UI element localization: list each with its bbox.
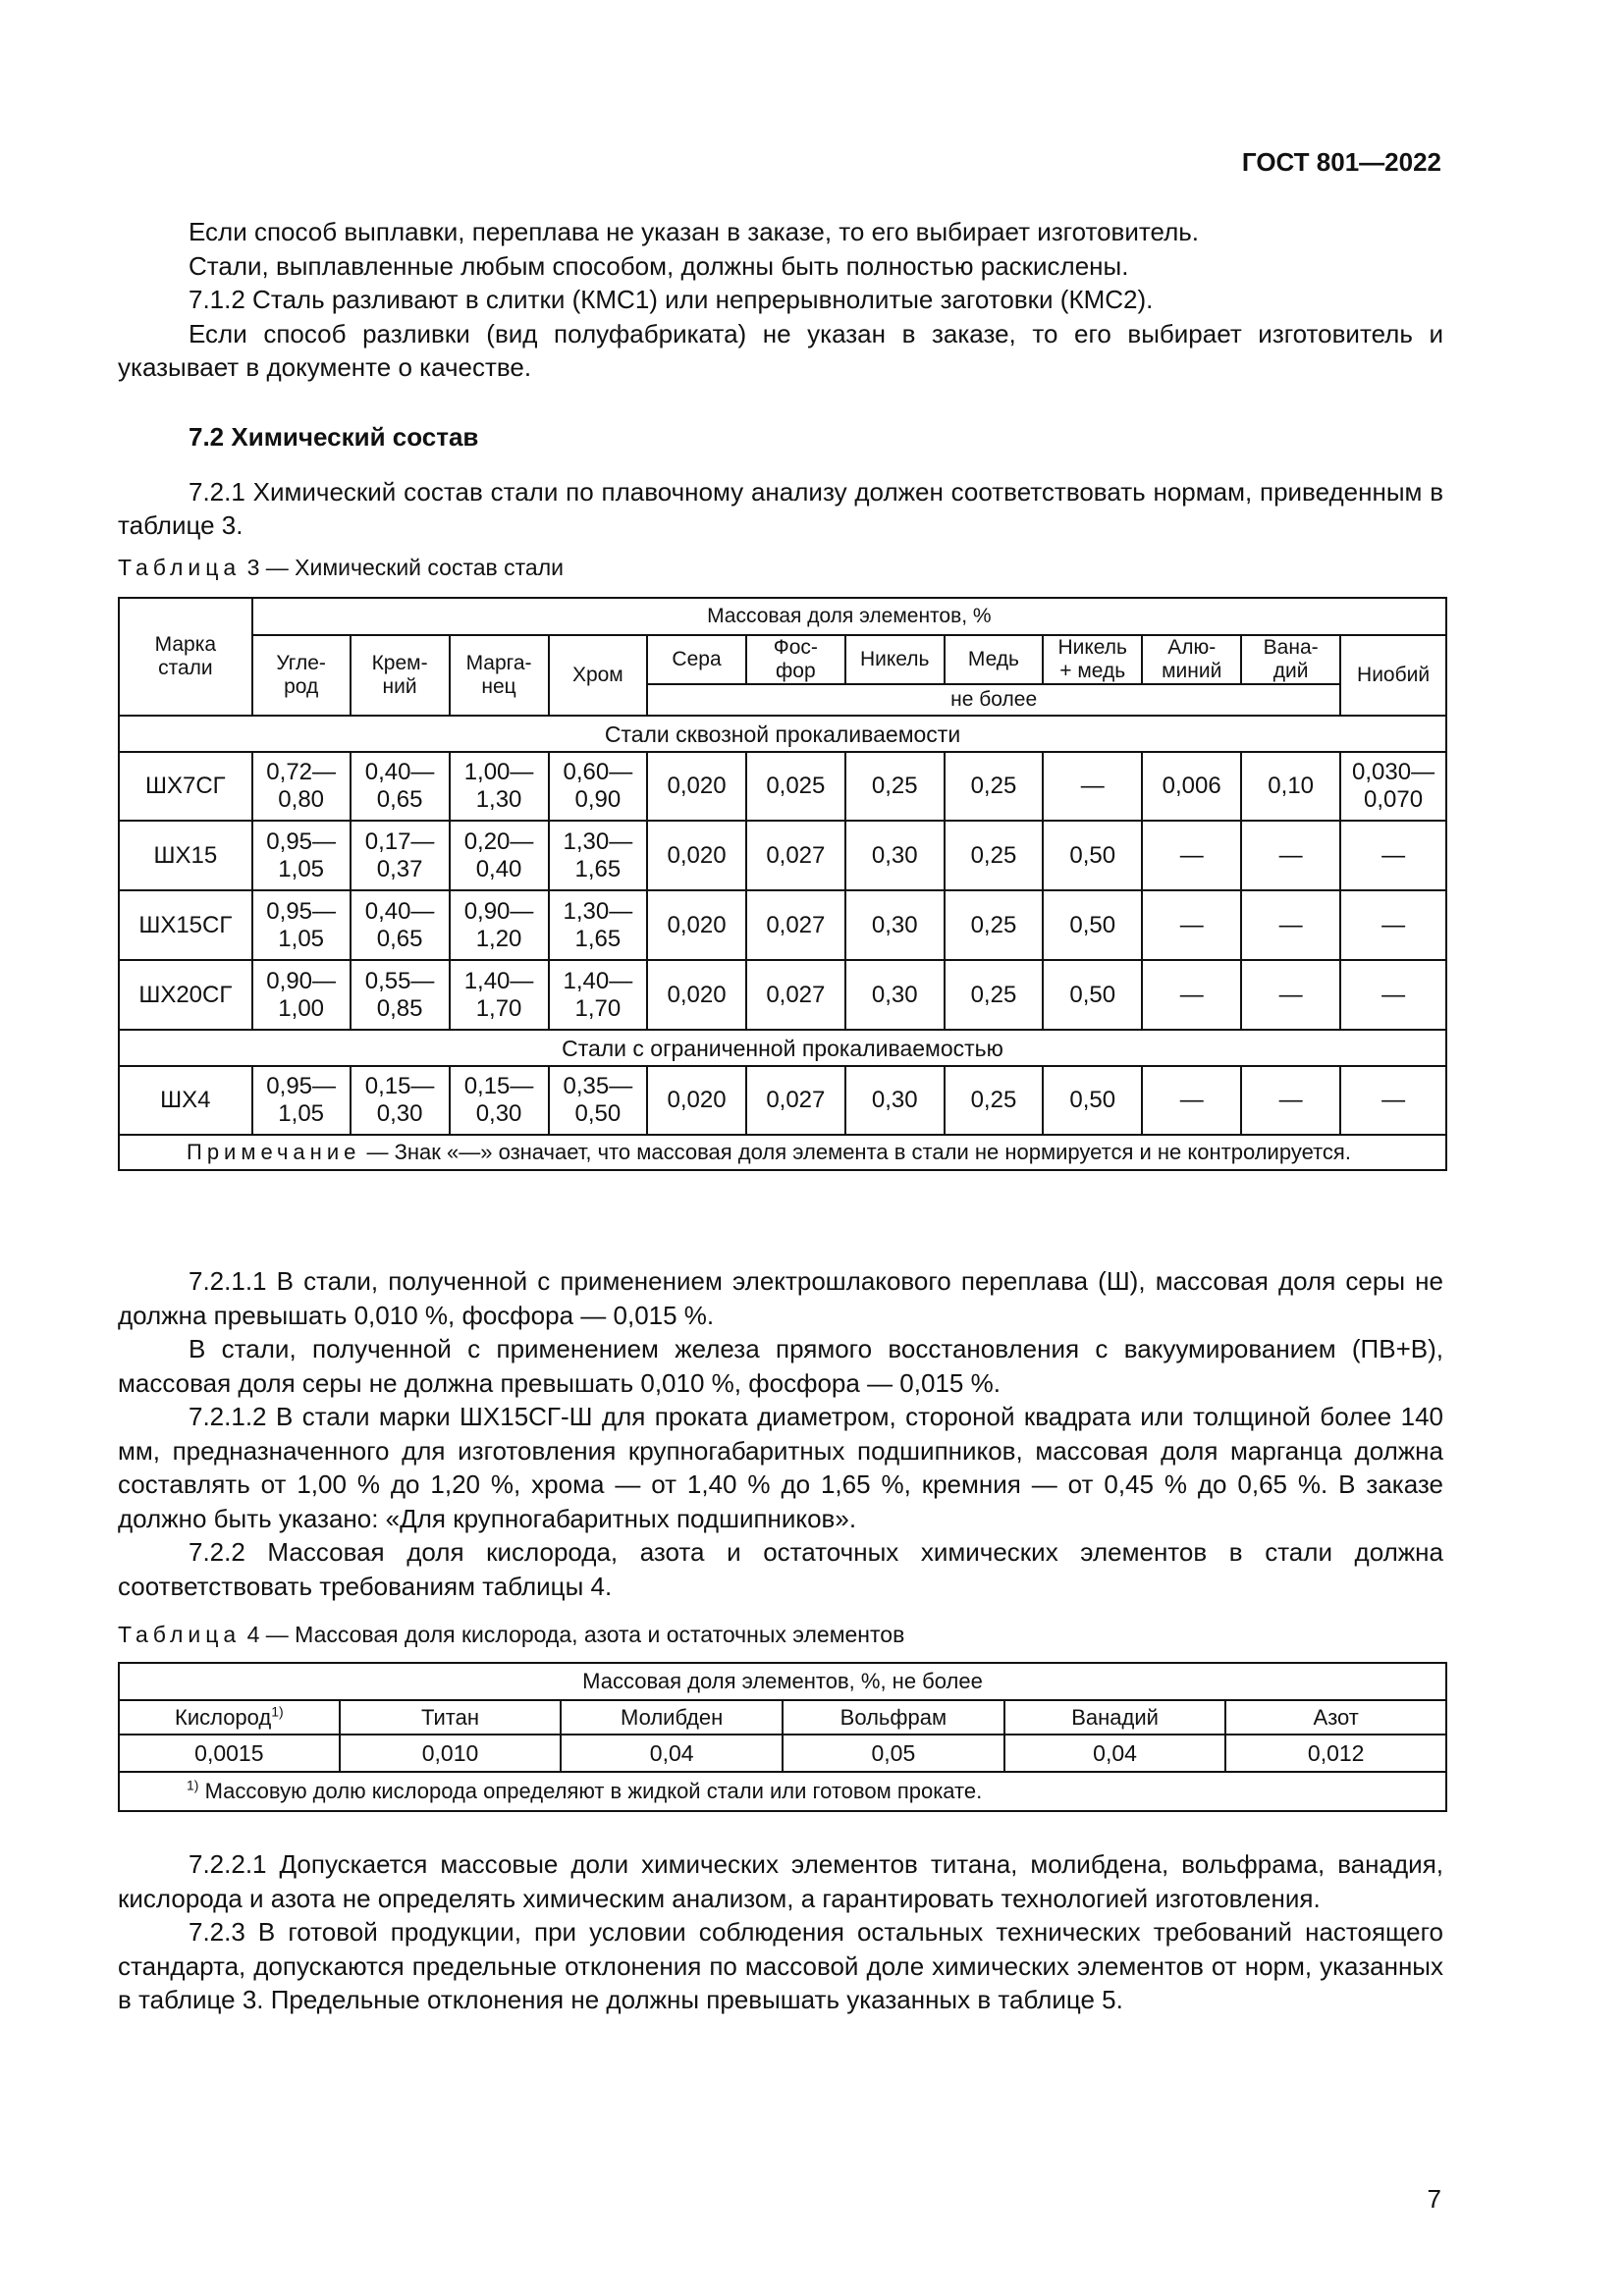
footnote-mark: 1) <box>271 1703 284 1720</box>
value-cell: 0,020 <box>647 821 746 890</box>
col-header: Сера <box>647 635 746 684</box>
body-paragraph: 7.2.2 Массовая доля кислорода, азота и остаточных химических элементов в стали должна соответствовать требованиям таблицы 4. <box>118 1537 1443 1601</box>
grade-header: Марка стали <box>119 598 252 716</box>
body-paragraph: В стали, полученной с применением железа прямого восстановления с вакуумированием (ПВ+В), массовая доля серы не должна превышать 0,010 %, фосфора — 0,015 %. <box>118 1334 1443 1398</box>
value-cell: 0,25 <box>945 890 1044 960</box>
range-cell: 1,00— 1,30 <box>450 752 549 821</box>
range-cell: 0,60— 0,90 <box>549 752 648 821</box>
value-cell: — <box>1142 821 1241 890</box>
col-header: Азот <box>1225 1700 1446 1735</box>
paragraphs-after-table4 <box>118 1847 1443 2017</box>
range-cell: 0,35— 0,50 <box>549 1066 648 1135</box>
col-header: Ванадий <box>1004 1700 1226 1735</box>
table-row <box>119 960 1446 1030</box>
group-title: Стали сквозной прокаливаемости <box>119 716 1446 752</box>
grade-cell: ШХ20СГ <box>119 960 252 1030</box>
table4-caption-label: Таблица <box>118 1622 242 1647</box>
value-cell: 0,50 <box>1043 1066 1142 1135</box>
value-cell: 0,027 <box>746 821 845 890</box>
table-row <box>119 752 1446 821</box>
value-cell: — <box>1340 960 1446 1030</box>
range-cell: 0,15— 0,30 <box>351 1066 450 1135</box>
col-header: Угле-род <box>252 635 351 716</box>
value-cell: 0,020 <box>647 890 746 960</box>
value-cell: 0,0015 <box>119 1735 340 1772</box>
value-cell: 0,50 <box>1043 821 1142 890</box>
range-cell: 1,40— 1,70 <box>450 960 549 1030</box>
value-cell: 0,012 <box>1225 1735 1446 1772</box>
value-cell: — <box>1142 890 1241 960</box>
value-cell: — <box>1340 1066 1446 1135</box>
value-cell: — <box>1340 821 1446 890</box>
value-cell: 0,25 <box>945 821 1044 890</box>
range-cell: 0,95— 1,05 <box>252 890 351 960</box>
value-cell: 0,50 <box>1043 960 1142 1030</box>
range-cell: 0,17— 0,37 <box>351 821 450 890</box>
col-header: Кислород$^{1)}$ <box>119 1700 340 1735</box>
range-cell: 1,30— 1,65 <box>549 890 648 960</box>
table3-caption-text: 3 — Химический состав стали <box>246 555 564 580</box>
body-paragraph: 7.2.3 В готовой продукции, при условии соблюдения остальных технических требований настоящего стандарта, допускаются предельные отклонения по массовой доле химических элементов от норм, указанных в таблице 3. Предельные отклонения не должны превышать указанных в таблице 5. <box>118 1917 1443 2014</box>
value-cell: 0,30 <box>845 890 945 960</box>
table4-footnote <box>119 1772 1446 1811</box>
range-cell: 0,030— 0,070 <box>1340 752 1446 821</box>
col-header: Молибден <box>561 1700 783 1735</box>
grade-cell: ШХ4 <box>119 1066 252 1135</box>
table4-header: Массовая доля элементов, %, не более <box>119 1663 1446 1700</box>
value-cell: 0,025 <box>746 752 845 821</box>
value-cell: 0,30 <box>845 1066 945 1135</box>
range-cell: 0,15— 0,30 <box>450 1066 549 1135</box>
range-cell: 0,40— 0,65 <box>351 752 450 821</box>
col-header: Вана-дий <box>1241 635 1340 684</box>
intro-paragraph: Если способ выплавки, переплава не указан в заказе, то его выбирает изготовитель. <box>189 217 1200 246</box>
range-cell: 1,30— 1,65 <box>549 821 648 890</box>
range-cell: 0,90— 1,20 <box>450 890 549 960</box>
col-header: Ниобий <box>1340 635 1446 716</box>
value-cell: — <box>1241 821 1340 890</box>
table3-caption <box>118 555 564 581</box>
footnote-text: Массовую долю кислорода определяют в жидкой стали или готовом прокате. <box>204 1779 983 1803</box>
col-header: Никель <box>845 635 945 684</box>
value-cell: 0,027 <box>746 1066 845 1135</box>
col-header: Фос-фор <box>746 635 845 684</box>
table-3-chemical-composition <box>118 597 1447 1171</box>
table4-caption-text: 4 — Массовая доля кислорода, азота и остаточных элементов <box>246 1622 905 1647</box>
grade-cell: ШХ7СГ <box>119 752 252 821</box>
value-cell: 0,25 <box>945 752 1044 821</box>
intro-paragraph: Стали, выплавленные любым способом, должны быть полностью раскислены. <box>189 250 1129 281</box>
col-header: Никель + медь <box>1043 635 1142 684</box>
value-cell: — <box>1142 960 1241 1030</box>
col-header: Хром <box>549 635 648 716</box>
section-paragraph: 7.2.1 Химический состав стали по плавочному анализу должен соответствовать нормам, приведенным в таблице 3. <box>118 476 1443 540</box>
value-cell: 0,25 <box>845 752 945 821</box>
value-cell: 0,25 <box>945 1066 1044 1135</box>
value-cell: 0,006 <box>1142 752 1241 821</box>
value-cell: 0,50 <box>1043 890 1142 960</box>
col-header: Медь <box>945 635 1044 684</box>
body-paragraph: 7.2.1.1 В стали, полученной с применением электрошлакового переплава (Ш), массовая доля серы не должна превышать 0,010 %, фосфора — 0,015 %. <box>118 1266 1443 1330</box>
intro-paragraph: Если способ разливки (вид полуфабриката) не указан в заказе, то его выбирает изготовитель и указывает в документе о качестве. <box>118 318 1443 382</box>
page-number: 7 <box>1427 2184 1441 2214</box>
range-cell: 0,72— 0,80 <box>252 752 351 821</box>
range-cell: 1,40— 1,70 <box>549 960 648 1030</box>
range-cell: 0,20— 0,40 <box>450 821 549 890</box>
grade-cell: ШХ15СГ <box>119 890 252 960</box>
body-paragraph: 7.2.1.2 В стали марки ШХ15СГ-Ш для проката диаметром, стороной квадрата или толщиной более 140 мм, предназначенного для изготовления крупногабаритных подшипников, массовая доля марганца должна составлять от 1,00 % до 1,20 %, хрома — от 1,40 % до 1,65 %, кремния — от 0,45 % до 0,65 %. В заказе должно быть указано: «Для крупногабаритных подшипников». <box>118 1402 1443 1533</box>
value-cell: 0,30 <box>845 821 945 890</box>
standard-header: ГОСТ 801—2022 <box>1241 147 1441 177</box>
range-cell: 0,40— 0,65 <box>351 890 450 960</box>
value-cell: — <box>1340 890 1446 960</box>
range-cell: 0,90— 1,00 <box>252 960 351 1030</box>
value-cell: 0,10 <box>1241 752 1340 821</box>
table4-caption <box>118 1622 904 1648</box>
col-header: Алю-миний <box>1142 635 1241 684</box>
note-text: — Знак «—» означает, что массовая доля элемента в стали не нормируется и не контролируется. <box>366 1140 1351 1164</box>
value-cell: 0,04 <box>1004 1735 1226 1772</box>
section-heading: 7.2 Химический состав <box>189 422 479 452</box>
table-row <box>119 890 1446 960</box>
value-cell: 0,25 <box>945 960 1044 1030</box>
table-row <box>119 1066 1446 1135</box>
col-header: Вольфрам <box>783 1700 1004 1735</box>
col-header: Марга-нец <box>450 635 549 716</box>
value-cell: — <box>1241 1066 1340 1135</box>
value-cell: 0,027 <box>746 890 845 960</box>
col-header: Титан <box>340 1700 562 1735</box>
grade-cell: ШХ15 <box>119 821 252 890</box>
range-cell: 0,95— 1,05 <box>252 1066 351 1135</box>
intro-block <box>118 215 1443 385</box>
table3-note-row <box>119 1135 1446 1170</box>
section-7-2 <box>118 420 1443 543</box>
paragraphs-after-table3 <box>118 1264 1443 1603</box>
table3-note <box>119 1135 1446 1170</box>
value-cell: — <box>1241 960 1340 1030</box>
col-header: Крем-ний <box>351 635 450 716</box>
group-title: Стали с ограниченной прокаливаемостью <box>119 1030 1446 1066</box>
note-label: Примечание <box>187 1140 361 1164</box>
value-cell: 0,020 <box>647 1066 746 1135</box>
value-cell: 0,010 <box>340 1735 562 1772</box>
table3-caption-label: Таблица <box>118 555 242 580</box>
not-more-header: не более <box>647 684 1340 716</box>
table-4-oxygen-nitrogen-residuals <box>118 1662 1447 1812</box>
value-cell: — <box>1043 752 1142 821</box>
table-row <box>119 821 1446 890</box>
value-cell: 0,020 <box>647 960 746 1030</box>
mass-fraction-header: Массовая доля элементов, % <box>252 598 1446 635</box>
body-paragraph: 7.2.2.1 Допускается массовые доли химических элементов титана, молибдена, вольфрама, ванадия, кислорода и азота не определять химическим анализом, а гарантировать технологией изготовления. <box>118 1849 1443 1913</box>
value-cell: 0,020 <box>647 752 746 821</box>
value-cell: 0,027 <box>746 960 845 1030</box>
table-row <box>119 1735 1446 1772</box>
range-cell: 0,55— 0,85 <box>351 960 450 1030</box>
footnote-mark: 1) <box>187 1777 199 1793</box>
value-cell: 0,05 <box>783 1735 1004 1772</box>
intro-paragraph: 7.1.2 Сталь разливают в слитки (КМС1) или непрерывнолитые заготовки (КМС2). <box>189 285 1154 314</box>
value-cell: 0,04 <box>561 1735 783 1772</box>
range-cell: 0,95— 1,05 <box>252 821 351 890</box>
value-cell: — <box>1241 890 1340 960</box>
value-cell: 0,30 <box>845 960 945 1030</box>
value-cell: — <box>1142 1066 1241 1135</box>
